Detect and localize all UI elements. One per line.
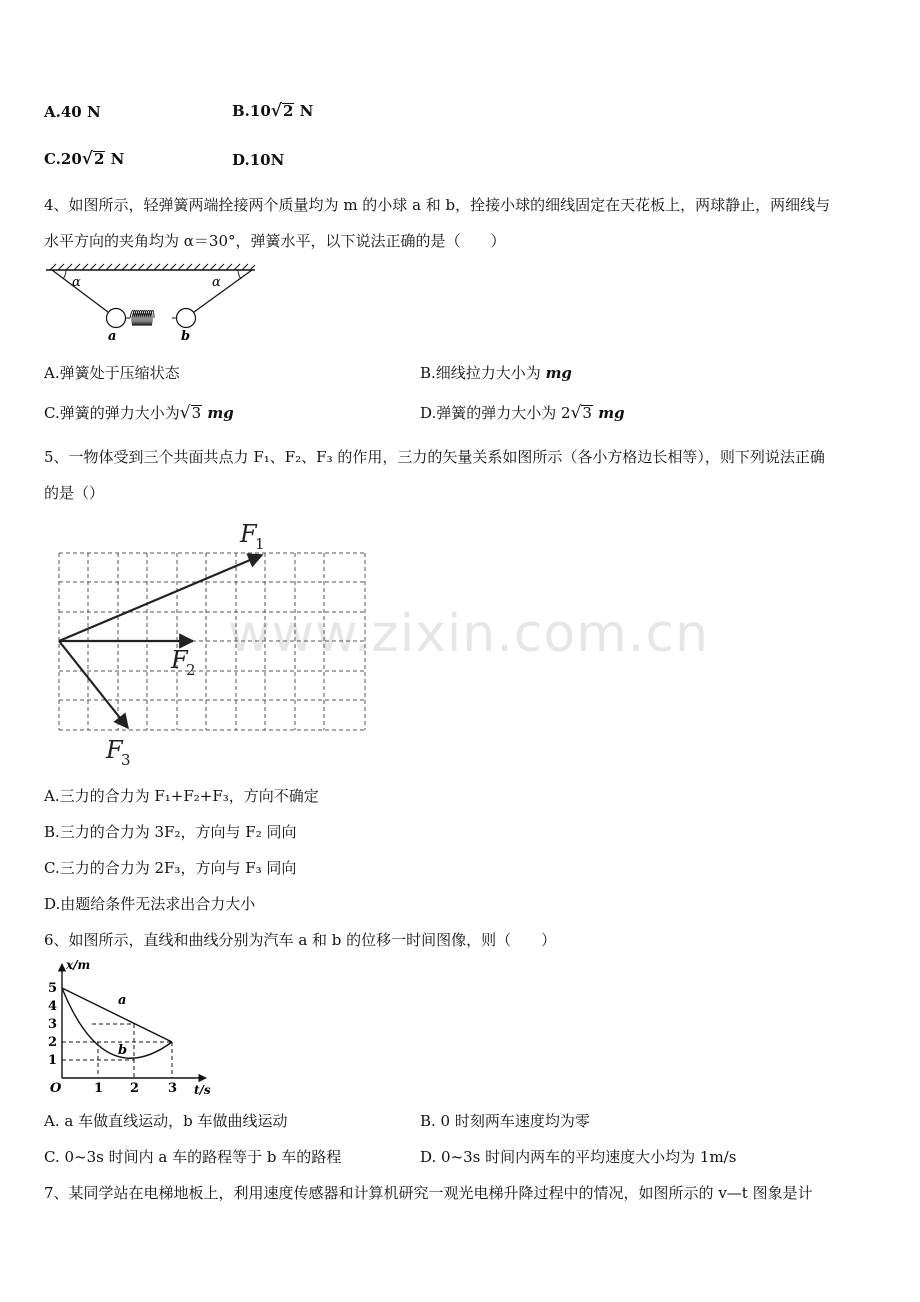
q4-ball-a-label: a [108,329,117,344]
q3-option-b-post: N [294,102,314,120]
q4-spring-figure [44,262,259,344]
q5-option-d: D.由题给条件无法求出合力大小 [44,895,256,913]
q6-ytick: 4 [48,999,58,1014]
q6-ytick: 2 [48,1035,58,1050]
sqrt-icon: √ [270,101,282,121]
q3-option-c-pre: C.20 [44,150,82,168]
q6-xtick: 3 [168,1081,178,1096]
q3-option-b [232,101,313,121]
q6-option-c: C. 0~3s 时间内 a 车的路程等于 b 车的路程 [44,1148,342,1166]
q4-option-c-radicand: 3 [191,404,202,422]
q6-ytick: 5 [48,981,58,996]
q4-option-d-radicand: 3 [582,404,592,422]
q4-stem-line1: 4、如图所示，轻弹簧两端拴接两个质量均为 m 的小球 a 和 b，拴接小球的细线固定在天花板上，两球静止，两细线与 [44,196,831,214]
q6-curve-b-label: b [118,1043,128,1058]
q4-alpha-left: α [72,275,81,290]
q6-stem: 6、如图所示，直线和曲线分别为汽车 a 和 b 的位移一时间图像，则（ ） [44,931,557,949]
q7-stem: 7、某同学站在电梯地板上，利用速度传感器和计算机研究一观光电梯升降过程中的情况，如图所示的 v—t 图象是计 [44,1184,813,1202]
q5-f1-label: F [240,520,257,548]
q5-stem-line1: 5、一物体受到三个共面共点力 F₁、F₂、F₃ 的作用，三力的矢量关系如图所示（各小方格边长相等），则下列说法正确 [44,448,825,466]
q6-origin-label: O [50,1081,62,1096]
q4-option-c-pre: C.弹簧的弹力大小为 [44,404,180,422]
q6-ytick: 3 [48,1017,58,1032]
watermark: www.zixin.com.cn [228,604,709,664]
q6-ytick: 1 [48,1053,58,1068]
q6-option-b: B. 0 时刻两车速度均为零 [420,1112,590,1130]
q4-stem-line2: 水平方向的夹角均为 α＝30°，弹簧水平，以下说法正确的是（ ） [44,232,506,250]
q5-f2-sub: 2 [186,661,196,679]
q4-option-d [420,402,625,423]
q3-option-c-radicand: 2 [93,150,105,168]
q6-curve-a-label: a [118,993,127,1008]
sqrt-icon: √ [179,403,191,423]
q5-option-c: C.三力的合力为 2F₃，方向与 F₃ 同向 [44,859,297,877]
q4-option-c [44,402,234,423]
q3-option-b-radicand: 2 [282,102,294,120]
q4-ball-b-label: b [181,329,191,344]
q5-f3-sub: 3 [121,751,131,769]
q6-y-axis-label: x/m [66,958,91,972]
q5-option-a: A.三力的合力为 F₁+F₂+F₃，方向不确定 [44,787,319,805]
q4-option-a: A.弹簧处于压缩状态 [44,364,180,382]
q6-xtick: 1 [94,1081,104,1096]
q6-xt-graph [44,956,224,1096]
q5-f1-sub: 1 [255,535,265,553]
q5-force-grid-figure [50,518,370,768]
q5-stem-line2: 的是（） [44,484,105,502]
q5-f2-label: F [171,646,188,674]
q4-option-b-value: mg [545,364,572,382]
q5-option-b: B.三力的合力为 3F₂，方向与 F₂ 同向 [44,823,297,841]
q3-option-d: D.10N [232,151,285,169]
q4-option-d-post: mg [592,404,625,422]
q3-option-b-pre: B.10 [232,102,271,120]
q4-option-b-pre: B.细线拉力大小为 [420,364,546,382]
q6-x-axis-label: t/s [194,1083,211,1097]
q4-option-c-post: mg [202,404,234,422]
q6-option-a: A. a 车做直线运动，b 车做曲线运动 [44,1112,288,1130]
q4-alpha-right: α [212,275,221,290]
sqrt-icon: √ [570,403,582,423]
q6-option-d: D. 0~3s 时间内两车的平均速度大小均为 1m/s [420,1148,737,1166]
q4-option-d-pre: D.弹簧的弹力大小为 2 [420,404,571,422]
q4-option-b [420,362,572,383]
sqrt-icon: √ [81,149,93,169]
q3-option-c-post: N [105,150,125,168]
q6-xtick: 2 [130,1081,140,1096]
q3-option-c [44,149,124,169]
q3-option-a: A.40 N [44,103,101,121]
q5-f3-label: F [106,736,123,764]
